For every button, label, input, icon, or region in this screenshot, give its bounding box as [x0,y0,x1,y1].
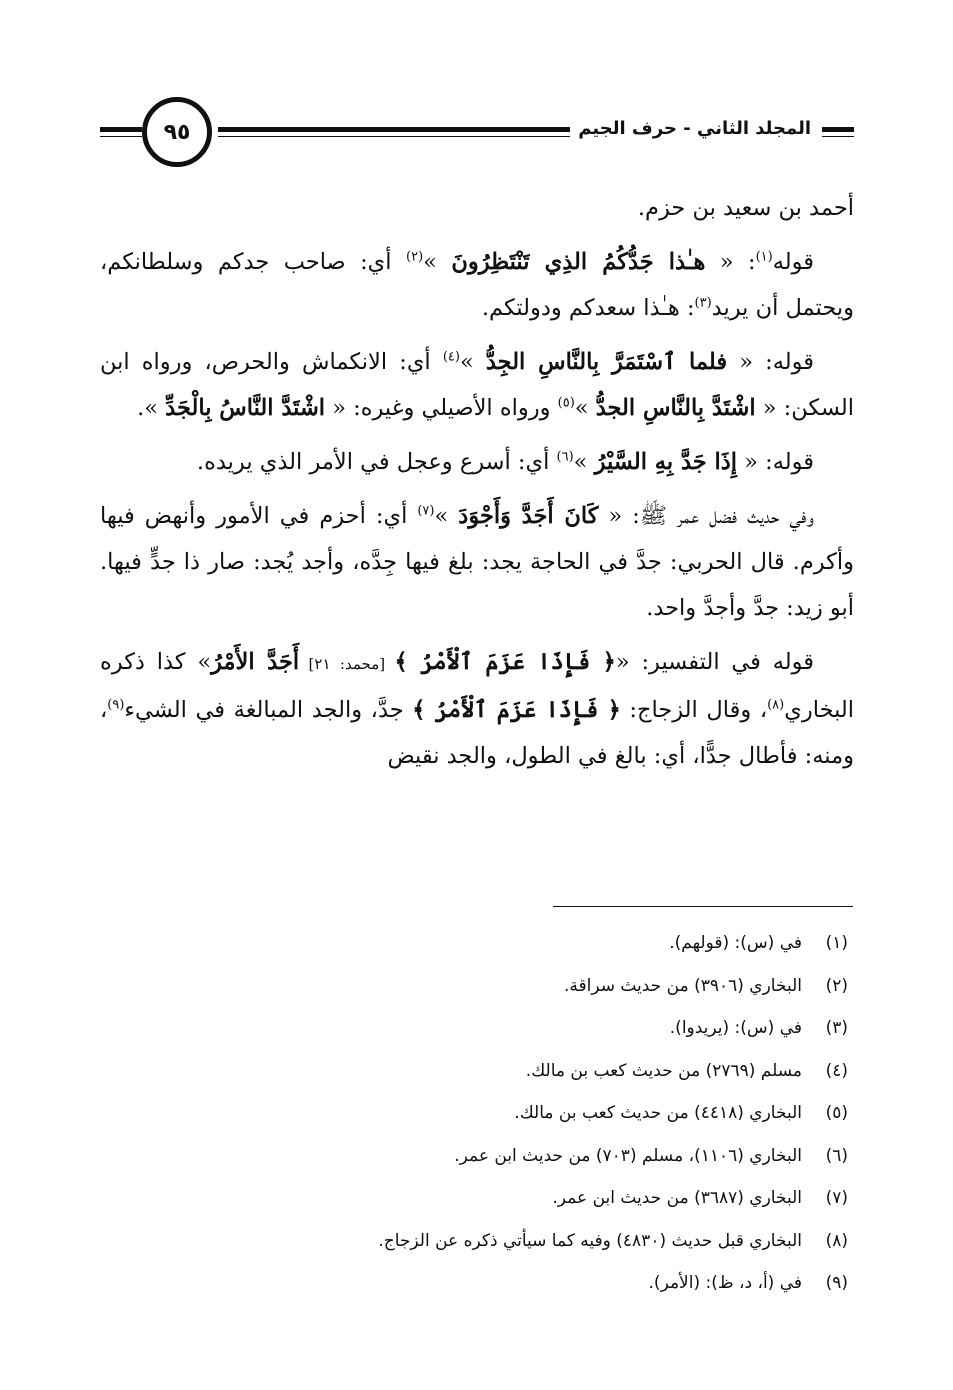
footnote-item [100,1050,854,1093]
paragraph-4 [100,439,854,485]
footnote-ref[interactable]: (٨) [767,697,785,713]
hadith-quote: هـٰذا جَدُّكُمُ الذِي تَنْتَظِرُونَ [451,249,706,275]
text: » [574,395,589,421]
text: وفي حديث فضل عمر ﷺ: « [608,503,814,529]
footnote-item [100,1135,854,1178]
text: قوله في التفسير: « [615,649,814,675]
text: » [423,249,437,275]
page-number: ٩٥ [142,97,212,167]
footnote-number: (٤) [825,1060,848,1081]
paragraph-5 [100,493,854,631]
hadith-quote: كَانَ أَجَدَّ وَأَجْوَدَ [458,503,599,529]
text: قوله [772,249,815,275]
footnote-text: في (س): (يريدوا). [669,1018,802,1038]
text: أي: صاحب جدكم وسلطانكم، ويحتمل أن يريد [100,249,854,321]
page-header [100,90,854,190]
footnote-ref[interactable]: (٤) [442,349,460,365]
footnote-text: البخاري (٤٤١٨) من حديث كعب بن مالك. [514,1103,802,1123]
paragraph-3 [100,339,854,431]
text: أي: أسرع وعجل في الأمر الذي يريده. [196,449,557,475]
hadith-quote: فلما ٱسْتَمَرَّ بِالنَّاسِ الجِدُّ [485,349,728,375]
text: » [459,349,474,375]
hadith-quote: إِذَا جَدَّ بِهِ السَّيْرُ [594,449,738,475]
footnote-text: البخاري (١١٠٦)، مسلم (٧٠٣) من حديث ابن عمر. [454,1145,802,1166]
text: ورواه الأصيلي وغيره: « [332,395,558,421]
footnote-item [100,1220,854,1263]
text: ، وقال الزجاج: [620,697,768,723]
footnote-ref[interactable]: (٩) [107,697,125,713]
footnote-item [100,1092,854,1135]
footnote-ref[interactable]: (٢) [406,249,424,265]
footnote-item [100,1007,854,1050]
footnote-ref[interactable]: (٦) [556,449,574,465]
header-rule-right-thin [822,136,854,137]
header-rule-left-thin [100,136,142,137]
quran-verse: ﴿ فَإِذَا عَزَمَ ٱلْأَمْرُ ﴾ [412,697,621,723]
paragraph-2 [100,239,854,331]
footnote-text: في (س): (قولهم). [669,933,802,953]
footnote-item [100,922,854,965]
hadith-quote: أَجَدَّ الأَمْرُ [211,649,300,675]
quran-verse: ﴿ فَإِذَا عَزَمَ ٱلْأَمْرُ ﴾ [394,649,616,675]
header-rule-right-thick [822,127,854,132]
footnote-text: البخاري (٣٩٠٦) من حديث سراقة. [563,975,802,996]
text: : « [719,249,756,275]
paragraph-1 [100,185,854,231]
running-title: المجلد الثاني - حرف الجيم [570,118,819,139]
footnote-item [100,1177,854,1220]
hadith-quote: اشْتَدَّ بِالنَّاسِ الجدُّ [595,395,756,421]
paragraph-1-text: أحمد بن سعيد بن حزم. [637,195,854,221]
hadith-quote: اشْتَدَّ النَّاسُ بِالْجَدِّ [165,395,326,421]
footnote-number: (٥) [825,1103,848,1123]
text: أي: أحزم في الأمور وأنهض فيها وأكرم. قال الحربي: جدَّ في الحاجة يجد: بلغ فيها جِدَّه، وأجد يُجد: صار ذا جدٍّ فيها. أبو زيد: جدَّ وأجدَّ واحد. [100,503,854,621]
verse-reference: [محمد: ٢١] [299,655,395,673]
footnote-number: (٨) [825,1230,848,1251]
footnote-text: البخاري قبل حديث (٤٨٣٠) وفيه كما سيأتي ذكره عن الزجاج. [378,1230,802,1251]
footnote-number: (٦) [825,1145,848,1166]
text: » كذا ذكره البخاري [100,649,854,723]
text: » [434,503,449,529]
text: : هـٰذا سعدكم ودولتكم. [481,295,695,321]
footnote-number: (٧) [825,1188,848,1208]
text: أي: الانكماش والحرص، ورواه ابن السكن: « [100,349,854,421]
footnote-text: البخاري (٣٦٨٧) من حديث ابن عمر. [552,1188,802,1208]
footnote-number: (١) [825,933,848,953]
text: جدَّ، والجد المبالغة في الشيء [124,697,413,723]
footnote-item [100,1262,854,1305]
footnote-ref[interactable]: (١) [755,249,773,265]
footnote-ref[interactable]: (٣) [694,295,712,311]
text: قوله: « [744,449,814,475]
footnotes [100,922,854,1305]
footnote-separator [553,906,853,907]
footnote-text: في (أ، د، ظ): (الأمر). [648,1273,802,1293]
text: ». [137,395,158,421]
paragraph-6 [100,639,854,779]
text: » [573,449,588,475]
main-text [100,185,854,787]
header-rule-left-thick [100,127,142,132]
text: ، ومنه: فأطال جدًّا، أي: بالغ في الطول، والجد نقيض [100,697,854,769]
footnote-number: (٩) [825,1273,848,1293]
footnote-number: (٣) [825,1018,848,1038]
footnote-ref[interactable]: (٥) [557,395,575,411]
footnote-number: (٢) [825,975,848,996]
footnote-ref[interactable]: (٧) [417,503,435,519]
footnote-item [100,965,854,1008]
footnote-text: مسلم (٢٧٦٩) من حديث كعب بن مالك. [525,1060,802,1081]
text: قوله: « [739,349,814,375]
